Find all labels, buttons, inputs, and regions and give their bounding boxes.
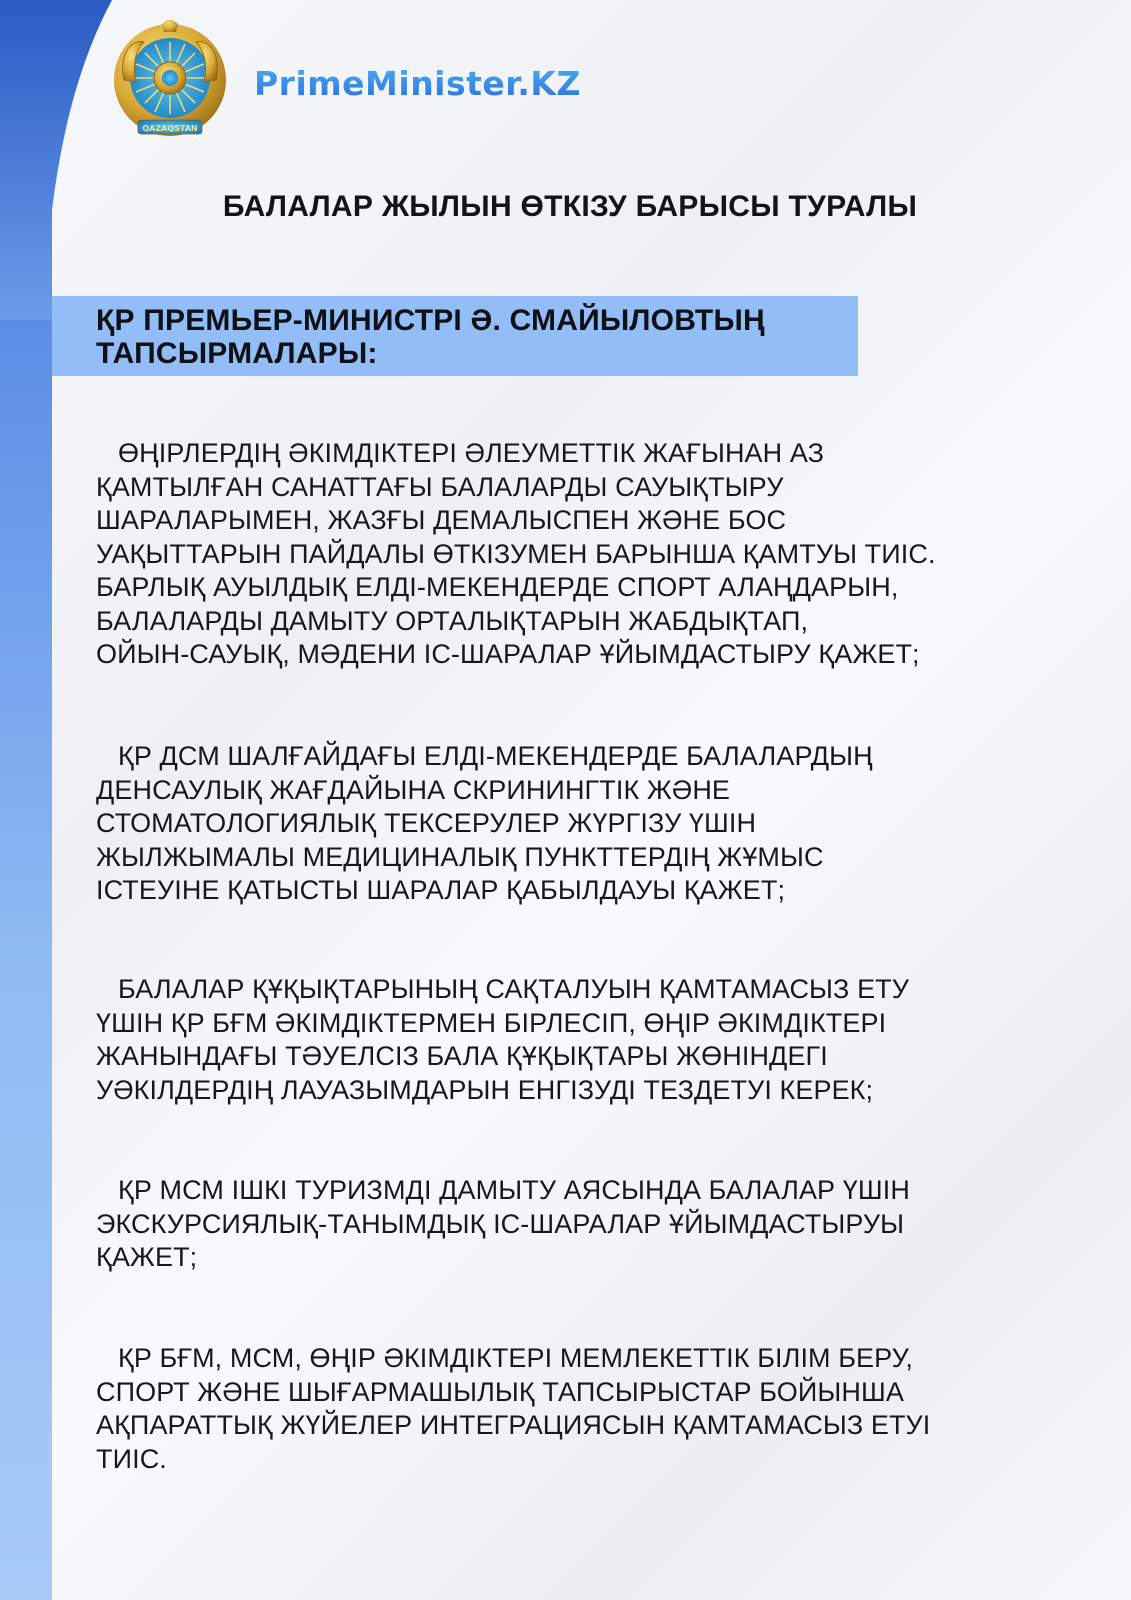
instruction-paragraph-2: ҚР ДСМ ШАЛҒАЙДАҒЫ ЕЛДІ-МЕКЕНДЕРДЕ БАЛАЛАРДЫҢ ДЕНСАУЛЫҚ ЖАҒДАЙЫНА СКРИНИНГТІК ЖӘНЕ СТОМАТОЛОГИЯЛЫҚ ТЕКСЕРУЛЕР ЖҮРГІЗУ ҮШІН ЖЫЛЖЫМАЛЫ МЕДИЦИНАЛЫҚ ПУНКТТЕРДІҢ ЖҰМЫС ІСТЕУІНЕ ҚАТЫСТЫ ШАРАЛАР ҚАБЫЛДАУЫ ҚАЖЕТ; bbox=[96, 741, 873, 905]
instruction-paragraph-5: ҚР БҒМ, МСМ, ӨҢІР ӘКІМДІКТЕРІ МЕМЛЕКЕТТІК БІЛІМ БЕРУ, СПОРТ ЖӘНЕ ШЫҒАРМАШЫЛЫҚ ТАПСЫРЫСТАР БОЙЫНША АҚПАРАТТЫҚ ЖҮЙЕЛЕР ИНТЕГРАЦИЯСЫН ҚАМТАМАСЫЗ ЕТУІ ТИІС. bbox=[96, 1343, 931, 1474]
instruction-paragraph-3: БАЛАЛАР ҚҰҚЫҚТАРЫНЫҢ САҚТАЛУЫН ҚАМТАМАСЫЗ ЕТУ ҮШІН ҚР БҒМ ӘКІМДІКТЕРМЕН БІРЛЕСІП, ӨҢІР ӘКІМДІКТЕРІ ЖАНЫНДАҒЫ ТӘУЕЛСІЗ БАЛА ҚҰҚЫҚТАРЫ ЖӨНІНДЕГІ УӘКІЛДЕРДІҢ ЛАУАЗЫМДАРЫН ЕНГІЗУДІ ТЕЗДЕТУІ КЕРЕК; bbox=[96, 974, 910, 1105]
section-heading: ҚР ПРЕМЬЕР-МИНИСТРІ Ә. СМАЙЫЛОВТЫҢ ТАПСЫРМАЛАРЫ: bbox=[96, 304, 765, 370]
site-logo-text: PrimeMinister.KZ bbox=[254, 64, 581, 103]
instruction-paragraph-1: ӨҢІРЛЕРДІҢ ӘКІМДІКТЕРІ ӘЛЕУМЕТТІК ЖАҒЫНАН АЗ ҚАМТЫЛҒАН САНАТТАҒЫ БАЛАЛАРДЫ САУЫҚТЫРУ ШАРАЛАРЫМЕН, ЖАЗҒЫ ДЕМАЛЫСПЕН ЖӘНЕ БОС УАҚЫТТАРЫН ПАЙДАЛЫ ӨТКІЗУМЕН БАРЫНША ҚАМТУЫ ТИІС. БАРЛЫҚ АУЫЛДЫҚ ЕЛДІ-МЕКЕНДЕРДЕ СПОРТ АЛАҢДАРЫН, БАЛАЛАРДЫ ДАМЫТУ ОРТАЛЫҚТАРЫН ЖАБДЫҚТАП, ОЙЫН-САУЫҚ, МӘДЕНИ ІС-ШАРАЛАР ҰЙЫМДАСТЫРУ ҚАЖЕТ; bbox=[96, 438, 936, 669]
kazakhstan-state-emblem-icon bbox=[110, 20, 230, 144]
emblem-text: QAZAQSTAN bbox=[142, 124, 198, 133]
document-title: БАЛАЛАР ЖЫЛЫН ӨТКІЗУ БАРЫСЫ ТУРАЛЫ bbox=[222, 190, 918, 223]
instruction-paragraph-4: ҚР МСМ ІШКІ ТУРИЗМДІ ДАМЫТУ АЯСЫНДА БАЛАЛАР ҮШІН ЭКСКУРСИЯЛЫҚ-ТАНЫМДЫҚ ІС-ШАРАЛАР ҰЙЫМДАСТЫРУЫ ҚАЖЕТ; bbox=[96, 1175, 910, 1272]
